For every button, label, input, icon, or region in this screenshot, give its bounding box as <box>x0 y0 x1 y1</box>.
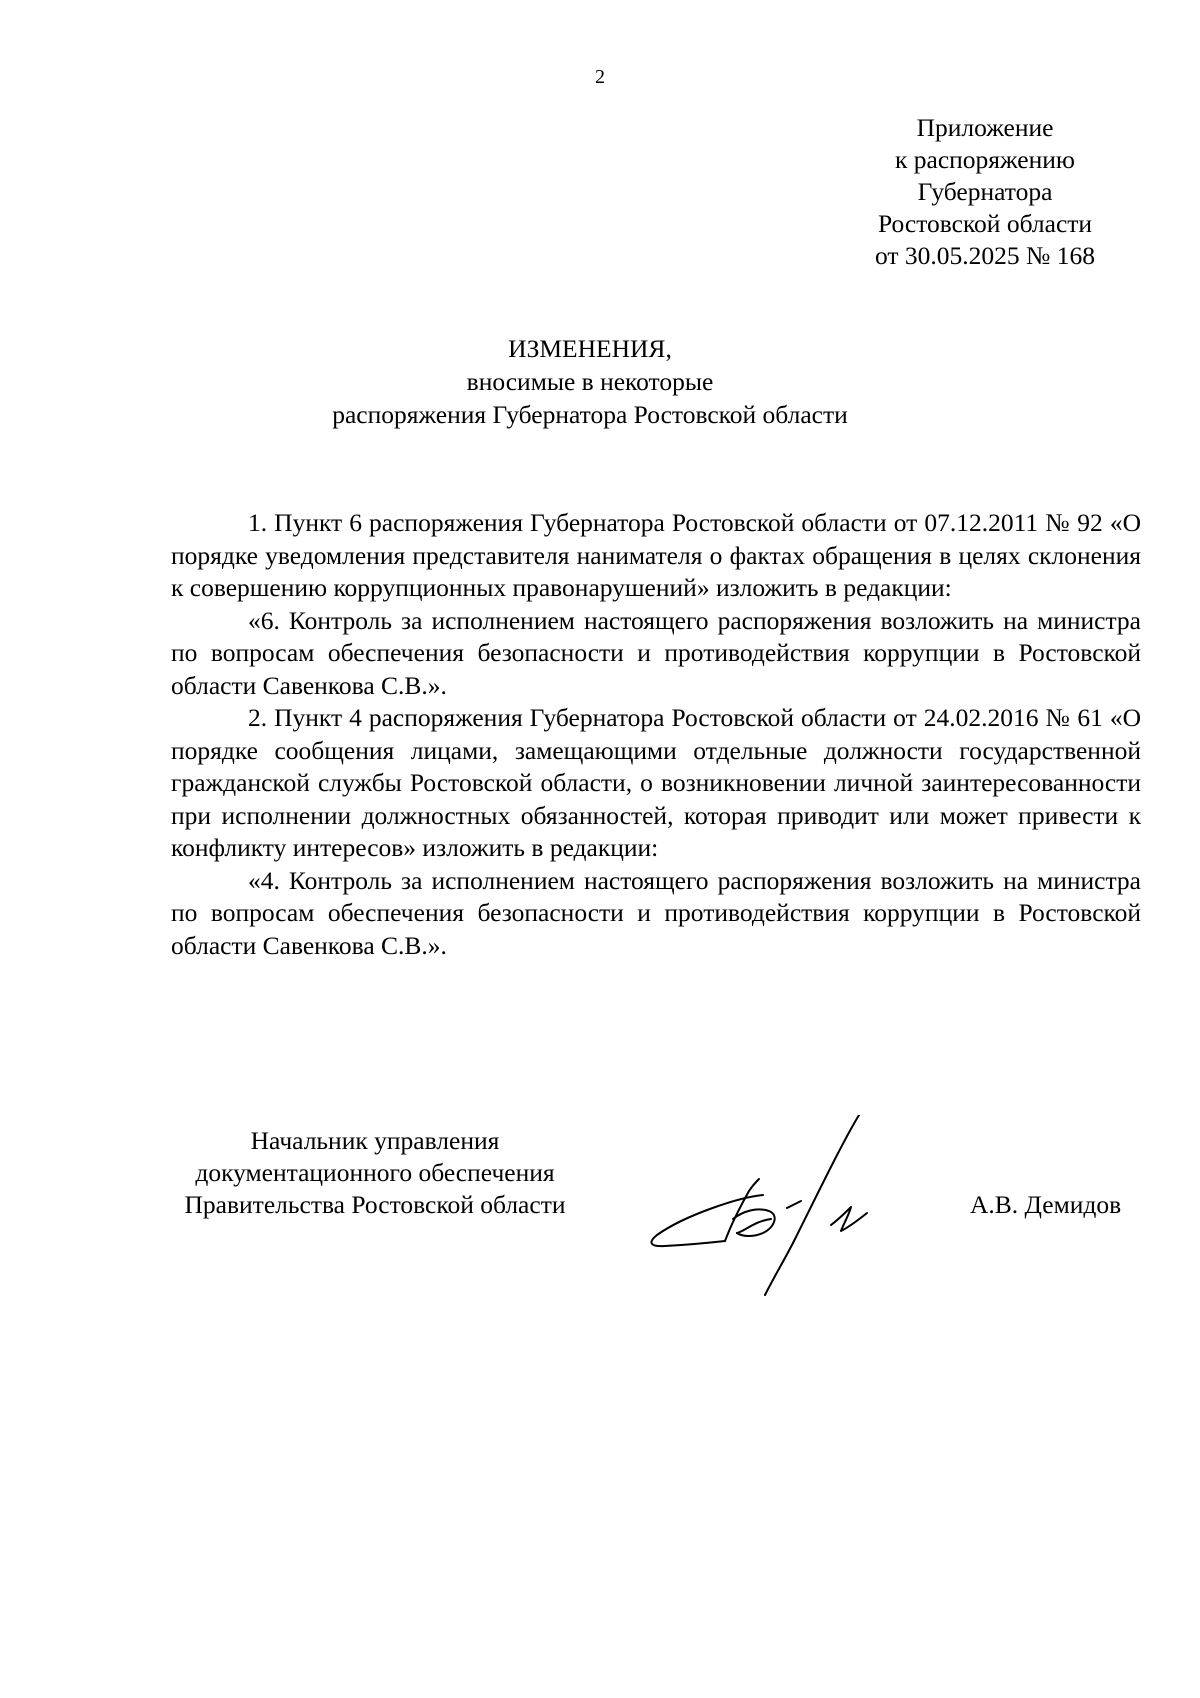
appendix-line-5: от 30.05.2025 № 168 <box>874 241 1095 270</box>
title-line-1: ИЗМЕНЕНИЯ, <box>508 334 672 363</box>
position-line-3: Правительства Ростовской области <box>184 1190 566 1219</box>
appendix-line-3: Губернатора <box>917 177 1053 206</box>
paragraph-3: 2. Пункт 4 распоряжения Губернатора Ростовской области от 24.02.2016 № 61 «О порядке сообщения лицами, замещающими отдельные должности государственной гражданской службы Ростовской области, о возникновении личной заинтересованности при исполнении должностных обязанностей, которая приводит или может привести к конфликту интересов» изложить в редакции: <box>171 703 1141 862</box>
signatory-position <box>155 1125 595 1221</box>
page-number: 2 <box>595 66 605 88</box>
title-line-2: вносимые в некоторые <box>466 367 714 396</box>
document-title <box>240 332 940 431</box>
appendix-line-1: Приложение <box>916 113 1054 142</box>
appendix-header <box>820 112 1150 272</box>
handwritten-signature <box>645 1115 945 1305</box>
position-line-2: документационного обеспечения <box>195 1158 555 1187</box>
paragraph-4: «4. Контроль за исполнением настоящего распоряжения возложить на министра по вопросам обеспечения безопасности и противодействия коррупции в Ростовской области Савенкова С.В.». <box>171 865 1141 960</box>
paragraph-2: «6. Контроль за исполнением настоящего распоряжения возложить на министра по вопросам обеспечения безопасности и противодействия коррупции в Ростовской области Савенкова С.В.». <box>171 605 1141 700</box>
document-body <box>171 507 1141 962</box>
title-line-3: распоряжения Губернатора Ростовской области <box>332 400 848 429</box>
appendix-line-4: Ростовской области <box>877 209 1093 238</box>
paragraph-1: 1. Пункт 6 распоряжения Губернатора Ростовской области от 07.12.2011 № 92 «О порядке уведомления представителя нанимателя о фактах обращения в целях склонения к совершению коррупционных правонарушений» изложить в редакции: <box>171 508 1141 602</box>
signatory-name: А.В. Демидов <box>970 1190 1122 1219</box>
position-line-1: Начальник управления <box>250 1126 500 1155</box>
appendix-line-2: к распоряжению <box>895 145 1075 174</box>
